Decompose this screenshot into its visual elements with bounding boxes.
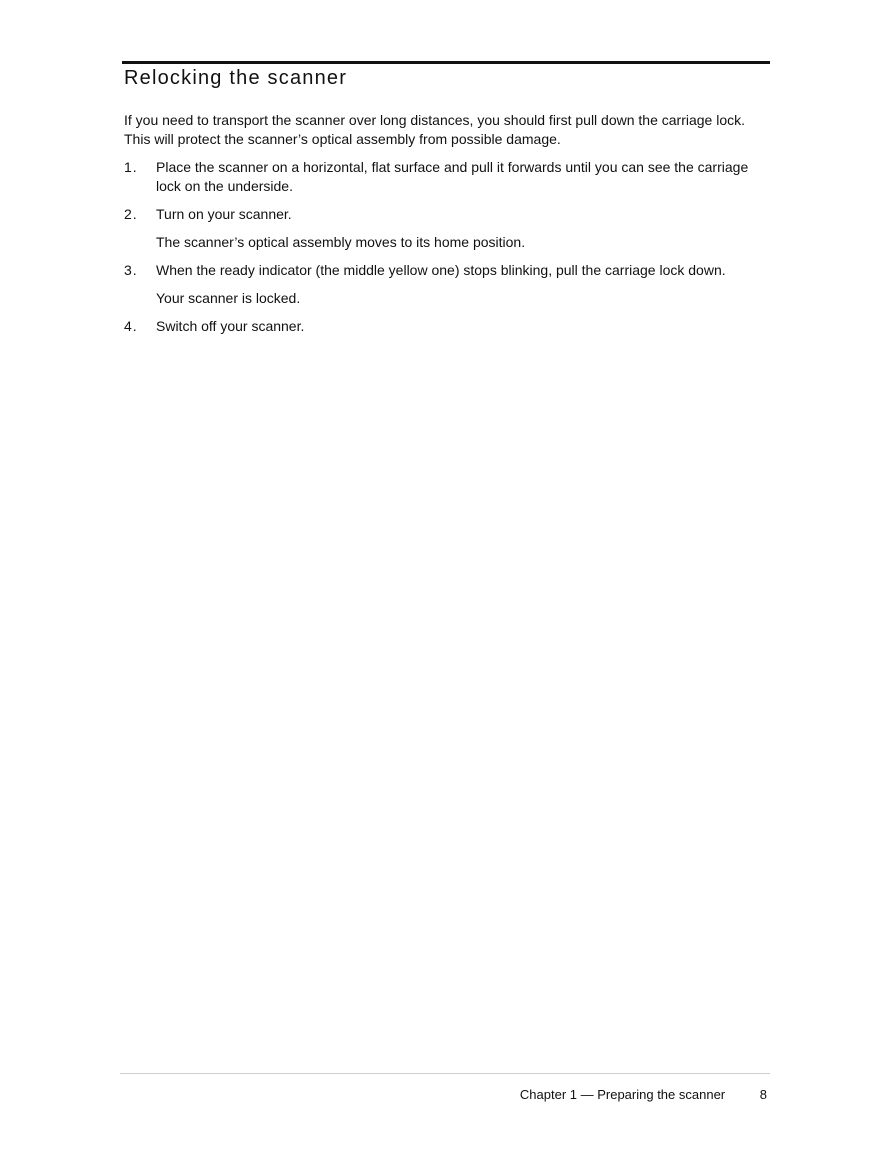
step-text: Switch off your scanner. <box>156 318 305 334</box>
step-item <box>124 317 770 336</box>
steps-list <box>124 158 770 345</box>
step-note: Your scanner is locked. <box>156 290 301 306</box>
step-number: 4. <box>124 318 138 334</box>
section-heading: Relocking the scanner <box>124 67 348 89</box>
intro-paragraph: If you need to transport the scanner over long distances, you should first pull down the carriage lock. This will protect the scanner’s optical assembly from possible damage. <box>124 112 746 147</box>
step-number: 2. <box>124 206 138 222</box>
page-number: 8 <box>759 1087 767 1102</box>
heading-rule <box>122 61 770 64</box>
step-text: Turn on your scanner. <box>156 206 292 222</box>
step-number: 1. <box>124 159 138 175</box>
step-number: 3. <box>124 262 138 278</box>
step-note: The scanner’s optical assembly moves to its home position. <box>156 234 526 250</box>
footer-rule <box>120 1073 770 1074</box>
step-item <box>124 158 770 196</box>
step-item <box>124 205 770 252</box>
footer-chapter-title: Chapter 1 — Preparing the scanner <box>519 1087 726 1102</box>
page-footer <box>520 1087 767 1103</box>
step-text: When the ready indicator (the middle yellow one) stops blinking, pull the carriage lock down. <box>156 262 726 278</box>
step-item <box>124 261 770 308</box>
step-text: Place the scanner on a horizontal, flat surface and pull it forwards until you can see the carriage lock on the underside. <box>156 159 749 194</box>
